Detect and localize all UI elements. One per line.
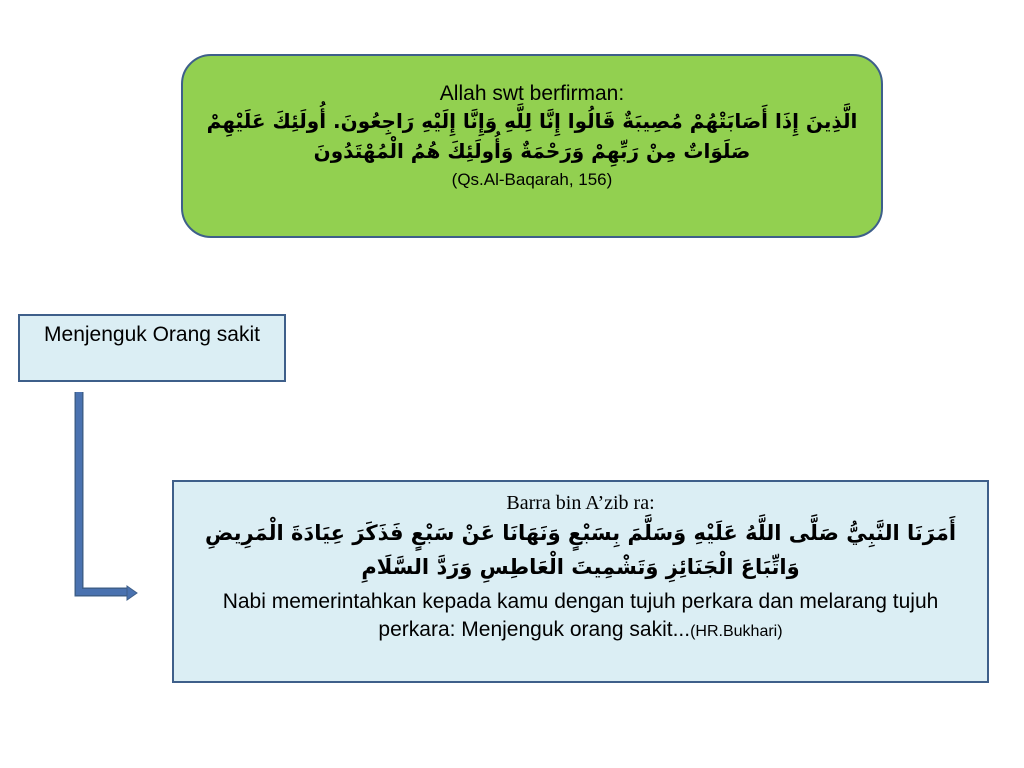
hadith-translation: Nabi memerintahkan kepada kamu dengan tujuh perkara dan melarang tujuh perkara: Menjenguk orang sakit... (222, 590, 939, 641)
connector-line (79, 392, 127, 592)
quran-arabic-text: الَّذِينَ إِذَا أَصَابَتْهُمْ مُصِيبَةٌ قَالُوا إِنَّا لِلَّهِ وَإِنَّا إِلَيْهِ رَاجِعُونَ. أُولَئِكَ عَلَيْهِمْ صَلَوَاتٌ مِنْ رَبِّهِمْ وَرَحْمَةٌ وَأُولَئِكَ هُمُ الْمُهْتَدُونَ (206, 109, 858, 163)
hadith-heading: Barra bin A’zib ra: (506, 492, 655, 514)
hadith-box (172, 480, 989, 683)
connector-line-outline (79, 392, 127, 592)
topic-label: Menjenguk Orang sakit (44, 323, 260, 346)
hadith-arabic-text: أَمَرَنَا النَّبِيُّ صَلَّى اللَّهُ عَلَيْهِ وَسَلَّمَ بِسَبْعٍ وَنَهَانَا عَنْ سَبْعٍ فَذَكَرَ عِيَادَةَ الْمَرِيضِ وَاتِّبَاعَ الْجَنَائِزِ وَتَشْمِيتَ الْعَاطِسِ وَرَدَّ السَّلَامِ (204, 521, 957, 579)
quran-source: (Qs.Al-Baqarah, 156) (451, 170, 613, 189)
arrow-head-icon (127, 586, 137, 600)
hadith-translation-block (174, 588, 987, 646)
quran-heading: Allah swt berfirman: (439, 82, 625, 105)
hadith-reference: (HR.Bukhari) (690, 623, 783, 640)
